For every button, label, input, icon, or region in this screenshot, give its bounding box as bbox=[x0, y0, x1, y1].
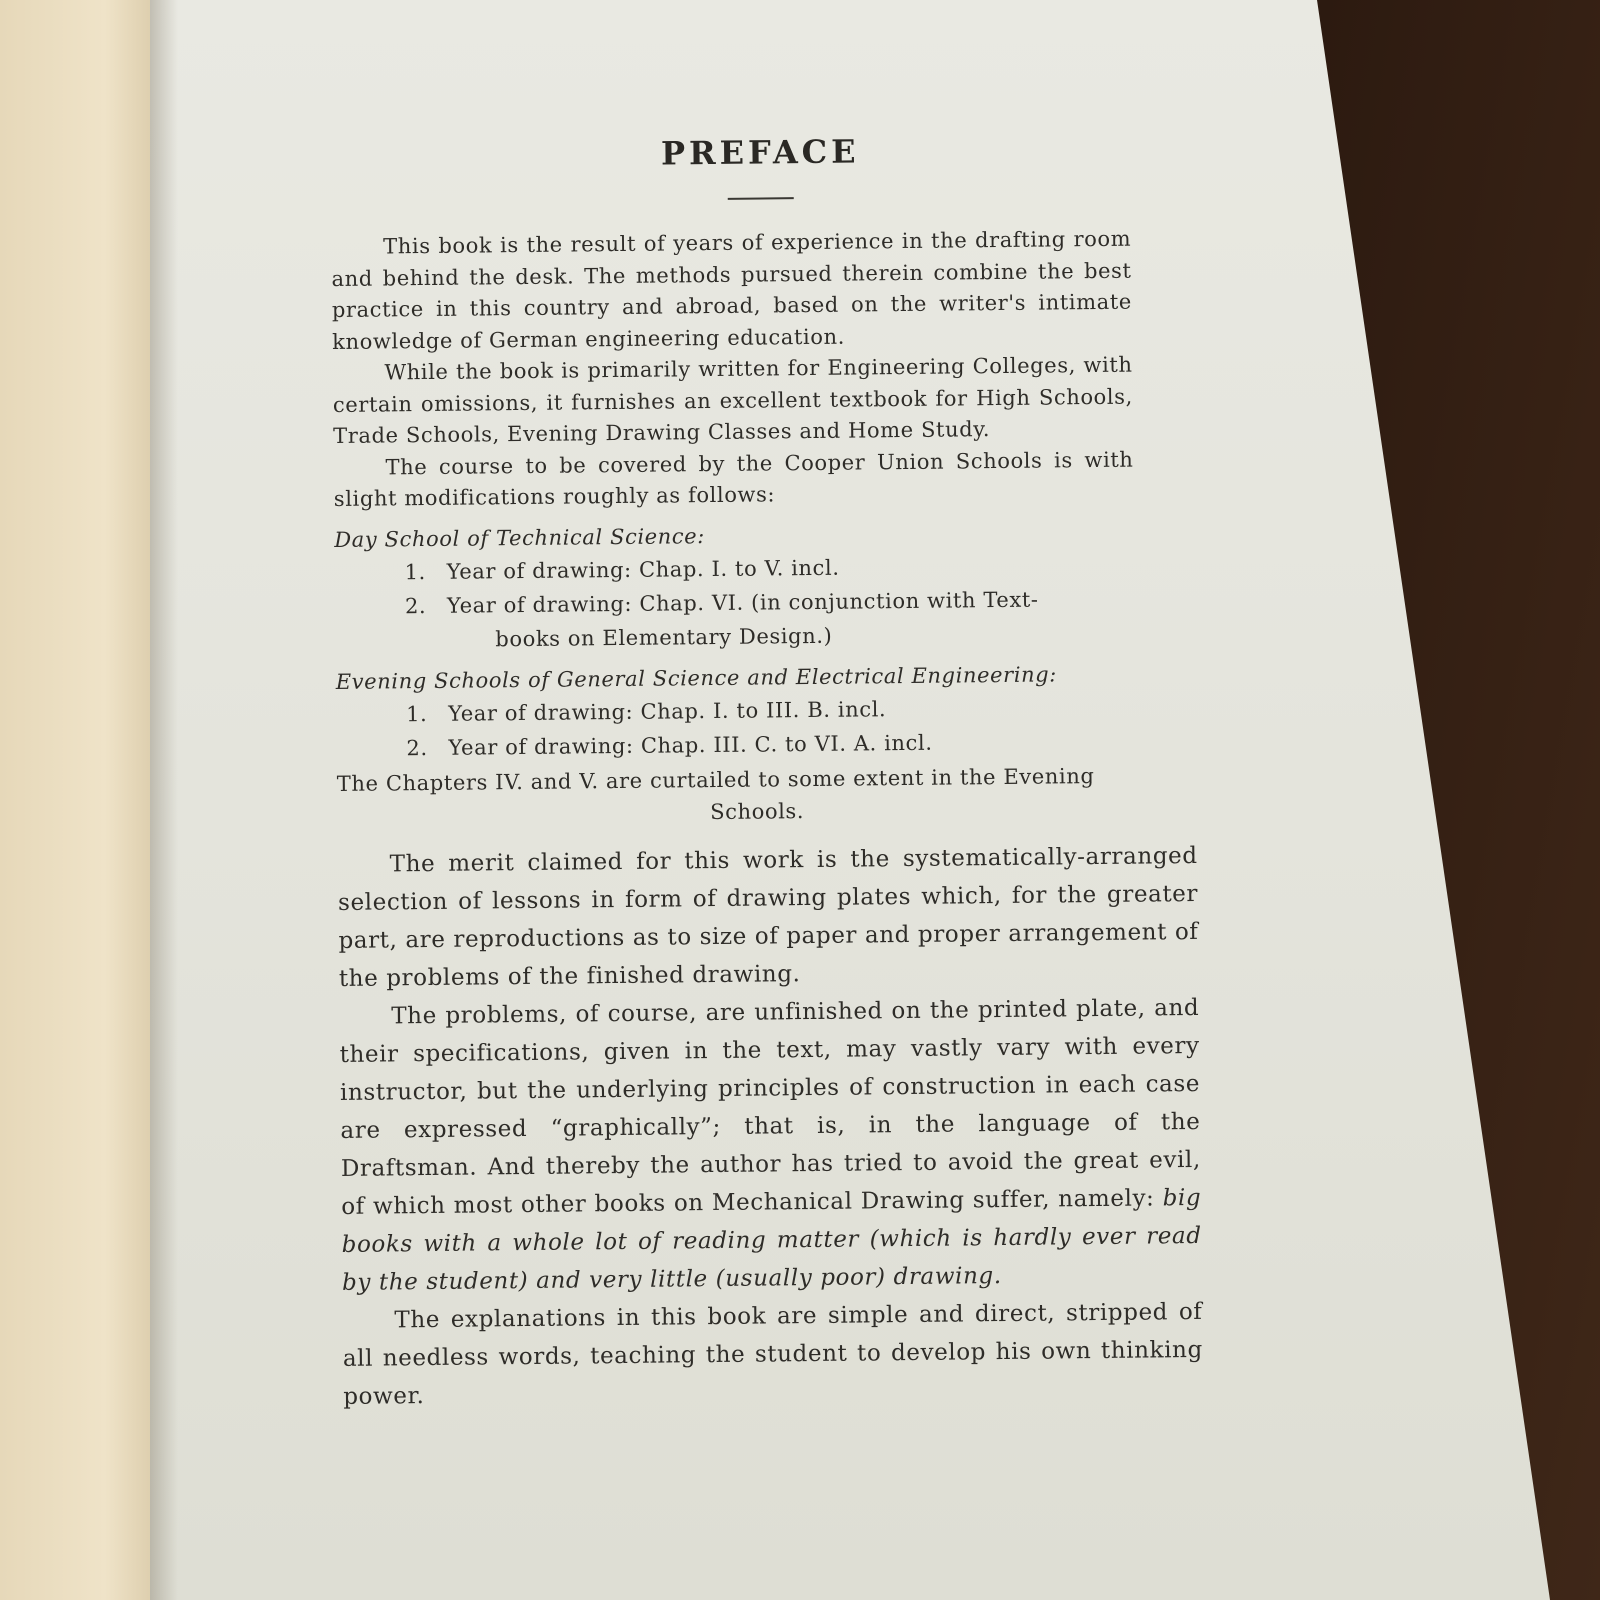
problems-paragraph bbox=[339, 988, 1202, 1301]
page-title: PREFACE bbox=[660, 132, 860, 173]
list-text: Year of drawing: Chap. I. to V. incl. bbox=[446, 555, 840, 584]
title-rule bbox=[728, 197, 794, 200]
list-text: Year of drawing: Chap. III. C. to VI. A. incl. bbox=[448, 730, 933, 760]
evening-school-note bbox=[337, 759, 1178, 832]
merit-paragraph: The merit claimed for this work is the systematically-arranged selection of lessons in form of drawing plates which, for the greater part, are reproductions as to size of paper and proper arrangement of the problems of the finished drawing. bbox=[337, 842, 1199, 992]
preface-text-block bbox=[330, 120, 1263, 1415]
list-text-continuation: books on Elementary Design.) bbox=[495, 623, 833, 651]
problems-text: The problems, of course, are unfinished on the printed plate, and their specifications, given in the text, may vastly vary with every instructor, but the underlying principles of construction in each case are expressed “graphically”; that is, in the language of the Draftsman. And thereby the author has tried to avoid the great evil, of which most other books on Mechanical Drawing suffer, namely: bbox=[339, 994, 1201, 1220]
list-text bbox=[447, 581, 1128, 656]
list-text: Year of drawing: Chap. I. to III. B. incl. bbox=[447, 696, 887, 726]
list-number: 2. bbox=[404, 593, 427, 618]
left-facing-page bbox=[0, 0, 175, 1600]
note-text: The Chapters IV. and V. are curtailed to some extent in the Evening bbox=[336, 763, 1095, 796]
list-number: 1. bbox=[405, 701, 428, 726]
intro-paragraph-1: This book is the result of years of experience in the drafting room and behind the desk. The methods pursued therein combine the best practice in this country and abroad, based on the writer's intimate knowledge of German engineering education. bbox=[331, 226, 1132, 354]
page-gutter-shadow bbox=[150, 0, 178, 1600]
day-school-item bbox=[405, 580, 1256, 657]
intro-paragraph-3: The course to be covered by the Cooper Union Schools is with slight modifications roughly as follows: bbox=[333, 447, 1134, 511]
list-text-line: Year of drawing: Chap. VI. (in conjunction with Text- bbox=[446, 587, 1039, 618]
list-number: 2. bbox=[406, 735, 428, 760]
evening-school-heading: Evening Schools of General Science and Electrical Engineering: bbox=[335, 661, 1058, 694]
list-number: 1. bbox=[404, 559, 427, 584]
final-paragraph: The explanations in this book are simple and direct, stripped of all needless words, teaching the student to develop his own thinking power. bbox=[342, 1298, 1203, 1410]
problems-italic-text: big books with a whole lot of reading matter (which is hardly ever read by the student) and very little (usually poor) drawing. bbox=[341, 1184, 1202, 1296]
note-text-end: Schools. bbox=[710, 798, 805, 824]
day-school-heading: Day School of Technical Science: bbox=[334, 523, 706, 552]
intro-paragraph-2: While the book is primarily written for Engineering Colleges, with certain omissions, it furnishes an excellent textbook for High Schools, Trade Schools, Evening Drawing Classes and Home Study. bbox=[332, 352, 1133, 448]
